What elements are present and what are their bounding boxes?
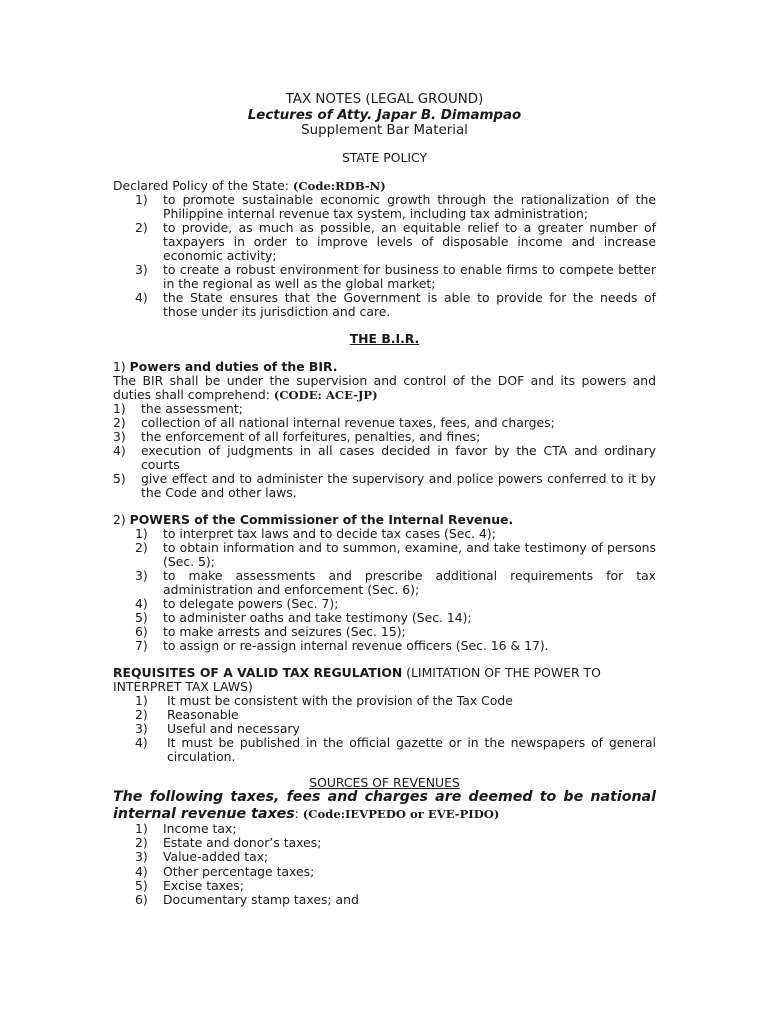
list-item	[113, 865, 656, 879]
list-text: Value-added tax;	[163, 849, 269, 865]
sources-colon: :	[294, 805, 303, 821]
list-number: 2)	[113, 415, 126, 430]
list-text: to administer oaths and take testimony (Sec. 14);	[163, 610, 472, 626]
list-item	[113, 850, 656, 864]
list-item	[113, 822, 656, 836]
list-text: Estate and donor’s taxes;	[163, 835, 322, 851]
list-number: 4)	[113, 443, 126, 459]
list-number: 2)	[135, 835, 148, 851]
sources-intro-text: The following taxes, fees and charges are deemed to be national internal revenue taxes	[113, 789, 656, 822]
list-text: Excise taxes;	[163, 877, 244, 893]
commissioner-title-text: POWERS of the Commissioner of the Internal Revenue.	[129, 511, 514, 527]
list-item	[113, 569, 656, 597]
list-item	[113, 221, 656, 263]
list-text: to promote sustainable economic growth through the rationalization of the Philippine internal revenue tax system, including tax administration;	[163, 191, 656, 221]
list-text: It must be consistent with the provision of the Tax Code	[167, 692, 513, 708]
list-text: to provide, as much as possible, an equitable relief to a greater number of taxpayers in order to improve levels of disposable income and increase economic activity;	[163, 219, 656, 264]
state-policy-heading: STATE POLICY	[341, 149, 428, 165]
list-number: 4)	[135, 863, 148, 879]
list-item	[113, 836, 656, 850]
list-text: to interpret tax laws and to decide tax cases (Sec. 4);	[163, 525, 496, 541]
list-item	[113, 597, 656, 611]
bir-intro	[113, 374, 656, 402]
list-text: the State ensures that the Government is able to provide for the needs of those under its jurisdiction and care.	[163, 290, 656, 320]
state-policy-intro	[113, 179, 656, 193]
list-text: Documentary stamp taxes; and	[163, 891, 359, 907]
bir-powers-title-text: Powers and duties of the BIR.	[129, 358, 338, 374]
bir-code: (CODE: ACE-JP)	[273, 387, 378, 402]
bir-heading: THE B.I.R.	[349, 330, 420, 346]
list-number: 3)	[135, 567, 148, 583]
list-number: 2)	[135, 706, 148, 722]
list-number: 3)	[135, 849, 148, 865]
list-item	[113, 193, 656, 221]
list-text: It must be published in the official gazette or in the newspapers of general circulation.	[167, 734, 656, 765]
state-policy-intro-text: Declared Policy of the State	[113, 177, 285, 193]
commissioner-number: 2)	[113, 511, 126, 527]
list-text: to assign or re-assign internal revenue officers (Sec. 16 & 17).	[163, 638, 549, 654]
list-number: 1)	[135, 692, 148, 708]
commissioner-title	[113, 513, 656, 527]
list-number: 5)	[113, 471, 126, 487]
list-item	[113, 611, 656, 625]
list-item	[113, 639, 656, 653]
list-number: 1)	[135, 191, 148, 207]
list-number: 6)	[135, 891, 148, 907]
list-number: 2)	[135, 219, 148, 235]
list-number: 1)	[135, 525, 148, 541]
list-text: Reasonable	[167, 706, 239, 722]
sources-list	[113, 822, 656, 907]
sources-code: (Code:IEVPEDO or EVE-PIDO)	[302, 806, 500, 821]
state-policy-code: (Code:RDB-N)	[292, 178, 386, 193]
list-item	[113, 722, 656, 736]
bir-powers-title	[113, 360, 656, 374]
list-item	[113, 893, 656, 907]
bir-intro-text: The BIR shall be under the supervision and control of the DOF and its powers and duties shall comprehend:	[113, 372, 656, 402]
list-text: Useful and necessary	[167, 720, 300, 736]
state-policy-colon: :	[284, 177, 293, 193]
list-item	[91, 430, 656, 444]
list-number: 6)	[135, 624, 148, 640]
list-text: to make assessments and prescribe additional requirements for tax administration and enforcement (Sec. 6);	[163, 567, 656, 598]
bir-powers-list	[91, 402, 656, 501]
list-text: execution of judgments in all cases decided in favor by the CTA and ordinary courts	[141, 443, 656, 473]
requisites-qualifier: (LIMITATION OF THE POWER TO INTERPRET TAX LAWS)	[113, 664, 601, 694]
list-item	[113, 708, 656, 722]
list-text: collection of all national internal revenue taxes, fees, and charges;	[141, 415, 555, 430]
list-item	[91, 402, 656, 416]
list-number: 3)	[113, 429, 126, 445]
state-policy-list	[113, 193, 656, 320]
list-number: 3)	[135, 720, 148, 736]
sources-heading: SOURCES OF REVENUES	[309, 775, 460, 791]
list-item	[91, 444, 656, 472]
list-item	[91, 472, 656, 500]
list-text: to delegate powers (Sec. 7);	[163, 596, 339, 612]
list-text: give effect and to administer the supervisory and police powers conferred to it by the Code and other laws.	[141, 471, 656, 501]
list-text: to obtain information and to summon, examine, and take testimony of persons (Sec. 5);	[163, 539, 656, 569]
list-number: 2)	[135, 539, 148, 555]
list-text: the assessment;	[141, 400, 243, 416]
list-text: to create a robust environment for business to enable firms to compete better in the regional as well as the global market;	[163, 262, 656, 292]
list-text: to make arrests and seizures (Sec. 15);	[163, 624, 406, 640]
list-item	[113, 694, 656, 708]
list-item	[113, 625, 656, 639]
document-subtitle: Lectures of Atty. Japar B. Dimampao	[247, 107, 522, 123]
bir-powers-number: 1)	[113, 358, 126, 374]
list-number: 4)	[135, 596, 148, 612]
list-item	[113, 736, 656, 764]
sources-intro	[113, 790, 656, 822]
requisites-list	[113, 694, 656, 764]
list-item	[113, 527, 656, 541]
document-title: TAX NOTES (LEGAL GROUND)	[285, 92, 484, 107]
list-number: 5)	[135, 610, 148, 626]
list-item	[113, 541, 656, 569]
list-number: 7)	[135, 638, 148, 654]
list-number: 4)	[135, 290, 148, 306]
list-item	[113, 291, 656, 319]
list-item	[113, 263, 656, 291]
list-text: Income tax;	[163, 821, 237, 837]
list-text: the enforcement of all forfeitures, penalties, and fines;	[141, 429, 481, 445]
list-number: 4)	[135, 734, 148, 750]
list-number: 1)	[113, 400, 126, 416]
list-item	[91, 416, 656, 430]
list-number: 1)	[135, 821, 148, 837]
document-page	[113, 92, 656, 907]
requisites-title-text: REQUISITES OF A VALID TAX REGULATION	[113, 664, 403, 680]
list-text: Other percentage taxes;	[163, 863, 315, 879]
requisites-title	[113, 666, 656, 694]
document-note: Supplement Bar Material	[301, 123, 468, 138]
list-number: 3)	[135, 262, 148, 278]
commissioner-powers-list	[113, 527, 656, 654]
list-number: 5)	[135, 877, 148, 893]
list-item	[113, 879, 656, 893]
